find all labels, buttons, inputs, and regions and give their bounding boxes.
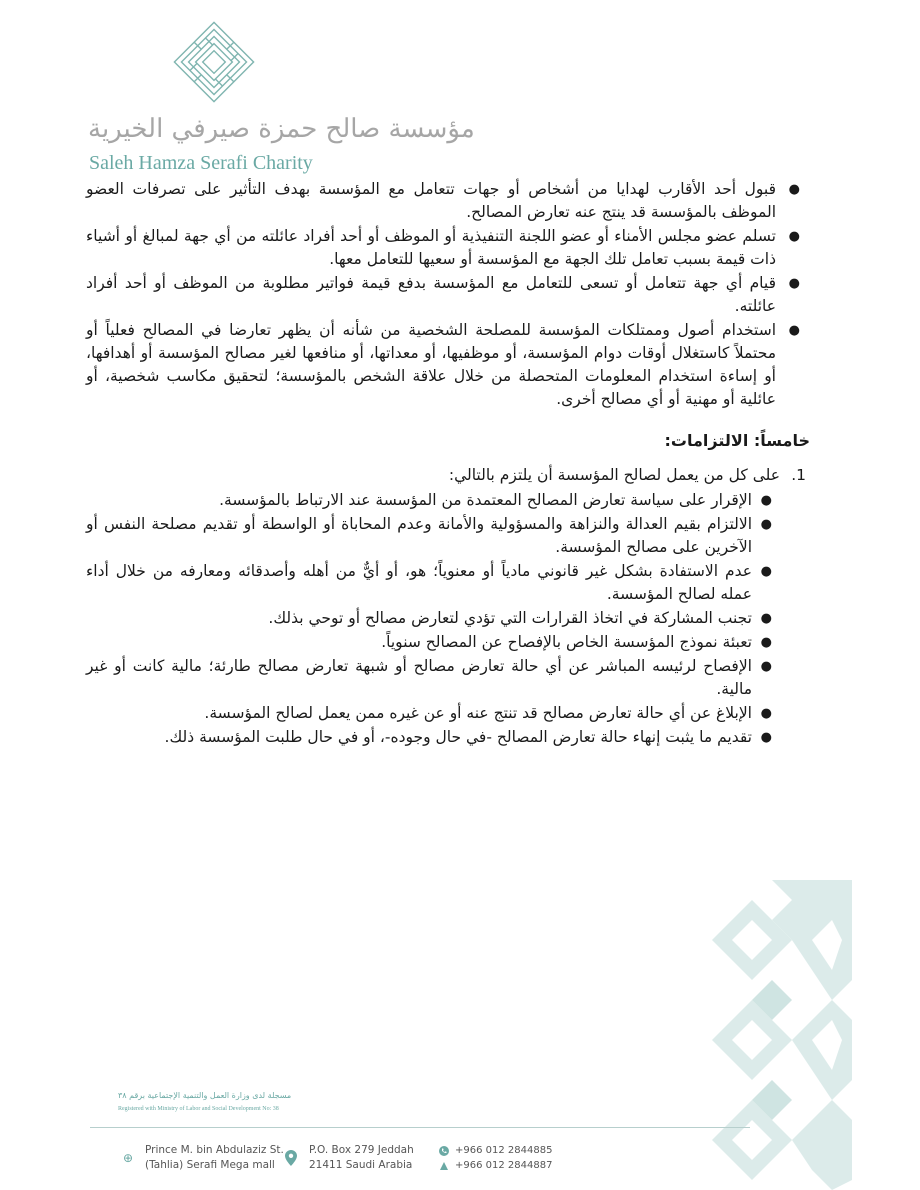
footer-divider: [90, 1127, 750, 1128]
phone-icon: [439, 1146, 449, 1156]
registration-arabic: مسجلة لدى وزارة العمل والتنمية الإجتماعية برقم ٣٨: [118, 1091, 292, 1100]
footer-address: Prince M. bin Abdulaziz St. (Tahlia) Serafi Mega mall: [145, 1144, 284, 1171]
document-body: [86, 178, 810, 750]
obligations-sublist: [86, 489, 810, 749]
bullet-icon: ●: [760, 730, 772, 745]
bullet-icon: ●: [788, 323, 800, 338]
location-pin-icon: [285, 1150, 297, 1166]
registration-english: Registered with Ministry of Labor and Social Development No: 38: [118, 1106, 279, 1112]
numbered-item: [86, 464, 810, 487]
bullet-icon: ●: [760, 517, 772, 532]
list-item: ● الإقرار على سياسة تعارض المصالح المعتمدة من المؤسسة عند الارتباط بالمؤسسة.: [86, 489, 810, 512]
bullet-icon: ●: [760, 564, 772, 579]
bullet-icon: ●: [760, 611, 772, 626]
bullet-icon: ●: [788, 229, 800, 244]
item-text: على كل من يعمل لصالح المؤسسة أن يلتزم بالتالي:: [448, 466, 780, 484]
footer-phone: +966 012 2844885: [455, 1145, 553, 1156]
conflict-examples-list: [86, 178, 810, 411]
bullet-icon: ●: [788, 182, 800, 197]
item-number: 1.: [791, 466, 806, 484]
bullet-icon: ●: [760, 493, 772, 508]
fax-icon: [439, 1161, 449, 1171]
footer-pobox: P.O. Box 279 Jeddah 21411 Saudi Arabia: [309, 1144, 414, 1171]
bullet-icon: ●: [760, 659, 772, 674]
list-item: ● تعبئة نموذج المؤسسة الخاص بالإفصاح عن المصالح سنوياً.: [86, 631, 810, 654]
bullet-icon: ●: [760, 635, 772, 650]
list-item: ● تسلم عضو مجلس الأمناء أو عضو اللجنة التنفيذية أو الموظف أو أحد أفراد عائلته من أي جهة لمبالغ أو أشياء ذات قيمة بسبب تعامل تلك الجهة مع المؤسسة أو سعيها للتعامل معها.: [86, 227, 800, 268]
list-item: ● استخدام أصول وممتلكات المؤسسة للمصلحة الشخصية من شأنه أن يظهر تعارضا في المصالح فعلياً أو محتملاً كاستغلال أوقات دوام المؤسسة، أو موظفيها، أو معداتها، أو منافعها لغير مصالح المؤسسة أو أهدافها، أو إساءة استخدام المعلومات المتحصلة من خلال علاقة الشخص بالمؤسسة؛ لتحقيق مكاسب شخصية، أو عائلية أو مهنية أو أي مصالح أخرى.: [86, 321, 800, 408]
footer-fax: +966 012 2844887: [455, 1160, 553, 1171]
section-heading: خامساً: الالتزامات:: [664, 431, 810, 450]
list-item: ● عدم الاستفادة بشكل غير قانوني مادياً أو معنوياً؛ هو، أو أيٌّ من أهله وأصدقائه ومعارفه من خلال أداء عمله لصالح المؤسسة.: [86, 562, 772, 603]
list-item: ● قبول أحد الأقارب لهدايا من أشخاص أو جهات تتعامل مع المؤسسة بهدف التأثير على تصرفات العضو الموظف بالمؤسسة قد ينتج عنه تعارض المصالح.: [86, 180, 800, 221]
list-item: ● تجنب المشاركة في اتخاذ القرارات التي تؤدي لتعارض مصالح أو توحي بذلك.: [86, 607, 810, 630]
decorative-pattern: [712, 880, 852, 1190]
list-item: ● قيام أي جهة تتعامل أو تسعى للتعامل مع المؤسسة بدفع قيمة فواتير مطلوبة من الموظف أو أحد أفراد عائلته.: [86, 274, 800, 315]
charity-logo-icon: [168, 16, 260, 108]
globe-icon: ⊕: [123, 1151, 134, 1165]
bullet-icon: ●: [788, 276, 800, 291]
list-item: ● الإبلاغ عن أي حالة تعارض مصالح قد تنتج عنه أو عن غيره ممن يعمل لصالح المؤسسة.: [86, 702, 810, 725]
bullet-icon: ●: [760, 706, 772, 721]
logo-arabic-name: مؤسسة صالح حمزة صيرفي الخيرية: [88, 114, 475, 144]
list-item: ● الإفصاح لرئيسه المباشر عن أي حالة تعارض مصالح أو شبهة تعارض مصالح طارئة؛ مالية كانت أو غير مالية.: [86, 657, 772, 698]
list-item: ● تقديم ما يثبت إنهاء حالة تعارض المصالح -في حال وجوده-، أو في حال طلبت المؤسسة ذلك.: [86, 726, 810, 749]
logo-english-name: Saleh Hamza Serafi Charity: [89, 152, 313, 174]
list-item: ● الالتزام بقيم العدالة والنزاهة والمسؤولية والأمانة وعدم المحاباة أو الواسطة أو تقديم مصلحة النفس أو الآخرين على مصالح المؤسسة.: [86, 515, 772, 556]
